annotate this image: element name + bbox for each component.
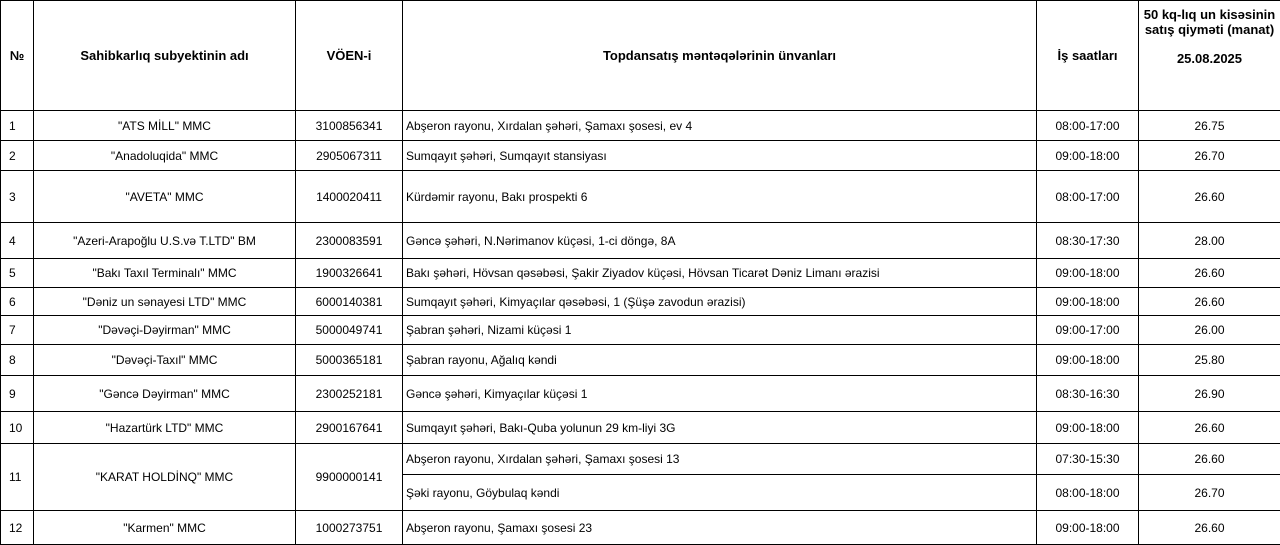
row-no: 9 <box>1 376 34 412</box>
row-voen: 5000049741 <box>296 316 403 345</box>
row-address: Sumqayıt şəhəri, Bakı-Quba yolunun 29 km-liyi 3G <box>403 412 1037 444</box>
header-hours: İş saatları <box>1037 1 1139 111</box>
row-hours: 09:00-18:00 <box>1037 412 1139 444</box>
table-row <box>1 444 1280 475</box>
row-address: Kürdəmir rayonu, Bakı prospekti 6 <box>403 171 1037 223</box>
header-address: Topdansatış məntəqələrinin ünvanları <box>403 1 1037 111</box>
row-address: Bakı şəhəri, Hövsan qəsəbəsi, Şakir Ziyadov küçəsi, Hövsan Ticarət Dəniz Limanı ərazisi <box>403 259 1037 288</box>
row-address: Şabran rayonu, Ağalıq kəndi <box>403 345 1037 376</box>
row-no: 12 <box>1 511 34 545</box>
row-price: 26.90 <box>1139 376 1280 412</box>
row-price: 26.60 <box>1139 511 1280 545</box>
row-price: 26.00 <box>1139 316 1280 345</box>
row-hours: 09:00-18:00 <box>1037 141 1139 171</box>
row-price: 26.70 <box>1139 141 1280 171</box>
row-no: 2 <box>1 141 34 171</box>
row-hours: 07:30-15:30 <box>1037 444 1139 475</box>
row-voen: 2900167641 <box>296 412 403 444</box>
header-price <box>1139 1 1280 111</box>
row-no: 7 <box>1 316 34 345</box>
row-address: Abşeron rayonu, Xırdalan şəhəri, Şamaxı şosesi, ev 4 <box>403 111 1037 141</box>
row-name: "Hazartürk LTD" MMC <box>34 412 296 444</box>
row-address: Sumqayıt şəhəri, Sumqayıt stansiyası <box>403 141 1037 171</box>
table-row <box>1 345 1280 376</box>
row-hours: 08:00-17:00 <box>1037 111 1139 141</box>
header-voen: VÖEN-i <box>296 1 403 111</box>
row-hours: 09:00-17:00 <box>1037 316 1139 345</box>
row-hours: 08:30-16:30 <box>1037 376 1139 412</box>
row-name: "Dəvəçi-Dəyirman" MMC <box>34 316 296 345</box>
row-name: "Dəvəçi-Taxıl" MMC <box>34 345 296 376</box>
row-voen: 1900326641 <box>296 259 403 288</box>
row-hours: 08:00-17:00 <box>1037 171 1139 223</box>
row-no: 5 <box>1 259 34 288</box>
table-row <box>1 171 1280 223</box>
row-hours: 09:00-18:00 <box>1037 259 1139 288</box>
row-address: Sumqayıt şəhəri, Kimyaçılar qəsəbəsi, 1 (Şüşə zavodun ərazisi) <box>403 288 1037 316</box>
row-name: "Gəncə Dəyirman" MMC <box>34 376 296 412</box>
row-no: 10 <box>1 412 34 444</box>
table-row <box>1 316 1280 345</box>
row-voen: 1400020411 <box>296 171 403 223</box>
header-price-date: 25.08.2025 <box>1176 51 1243 66</box>
row-voen: 9900000141 <box>296 444 403 511</box>
row-price: 26.60 <box>1139 259 1280 288</box>
row-hours: 09:00-18:00 <box>1037 345 1139 376</box>
row-name: "Azeri-Arapoğlu U.S.və T.LTD" BM <box>34 223 296 259</box>
row-voen: 2300252181 <box>296 376 403 412</box>
row-price: 26.70 <box>1139 475 1280 511</box>
row-no: 11 <box>1 444 34 511</box>
row-no: 1 <box>1 111 34 141</box>
table-row <box>1 288 1280 316</box>
table-row <box>1 141 1280 171</box>
row-voen: 2905067311 <box>296 141 403 171</box>
row-no: 3 <box>1 171 34 223</box>
table-row <box>1 412 1280 444</box>
table-row <box>1 111 1280 141</box>
row-address: Şəki rayonu, Göybulaq kəndi <box>403 475 1037 511</box>
table-row <box>1 511 1280 545</box>
row-name: "Karmen" MMC <box>34 511 296 545</box>
row-address: Şabran şəhəri, Nizami küçəsi 1 <box>403 316 1037 345</box>
row-name: "Bakı Taxıl Terminalı" MMC <box>34 259 296 288</box>
table-row <box>1 223 1280 259</box>
row-address: Abşeron rayonu, Şamaxı şosesi 23 <box>403 511 1037 545</box>
row-price: 26.60 <box>1139 444 1280 475</box>
row-voen: 3100856341 <box>296 111 403 141</box>
row-address: Gəncə şəhəri, N.Nərimanov küçəsi, 1-ci döngə, 8A <box>403 223 1037 259</box>
row-price: 25.80 <box>1139 345 1280 376</box>
row-hours: 08:30-17:30 <box>1037 223 1139 259</box>
row-no: 6 <box>1 288 34 316</box>
header-no: № <box>1 1 34 111</box>
row-name: "ATS MİLL" MMC <box>34 111 296 141</box>
header-name: Sahibkarlıq subyektinin adı <box>34 1 296 111</box>
row-address: Gəncə şəhəri, Kimyaçılar küçəsi 1 <box>403 376 1037 412</box>
row-voen: 1000273751 <box>296 511 403 545</box>
header-row <box>1 1 1280 111</box>
row-address: Abşeron rayonu, Xırdalan şəhəri, Şamaxı şosesi 13 <box>403 444 1037 475</box>
row-hours: 09:00-18:00 <box>1037 511 1139 545</box>
header-price-label: 50 kq-lıq un kisəsinin satış qiyməti (manat) <box>1143 7 1276 37</box>
row-voen: 6000140381 <box>296 288 403 316</box>
row-name: "AVETA" MMC <box>34 171 296 223</box>
row-price: 26.60 <box>1139 288 1280 316</box>
row-name: "Anadoluqida" MMC <box>34 141 296 171</box>
row-no: 4 <box>1 223 34 259</box>
row-price: 28.00 <box>1139 223 1280 259</box>
table-row <box>1 259 1280 288</box>
row-name: "KARAT HOLDİNQ" MMC <box>34 444 296 511</box>
row-price: 26.60 <box>1139 412 1280 444</box>
row-voen: 2300083591 <box>296 223 403 259</box>
row-name: "Dəniz un sənayesi LTD" MMC <box>34 288 296 316</box>
row-price: 26.60 <box>1139 171 1280 223</box>
row-hours: 09:00-18:00 <box>1037 288 1139 316</box>
row-no: 8 <box>1 345 34 376</box>
row-hours: 08:00-18:00 <box>1037 475 1139 511</box>
row-price: 26.75 <box>1139 111 1280 141</box>
table-row <box>1 376 1280 412</box>
row-voen: 5000365181 <box>296 345 403 376</box>
